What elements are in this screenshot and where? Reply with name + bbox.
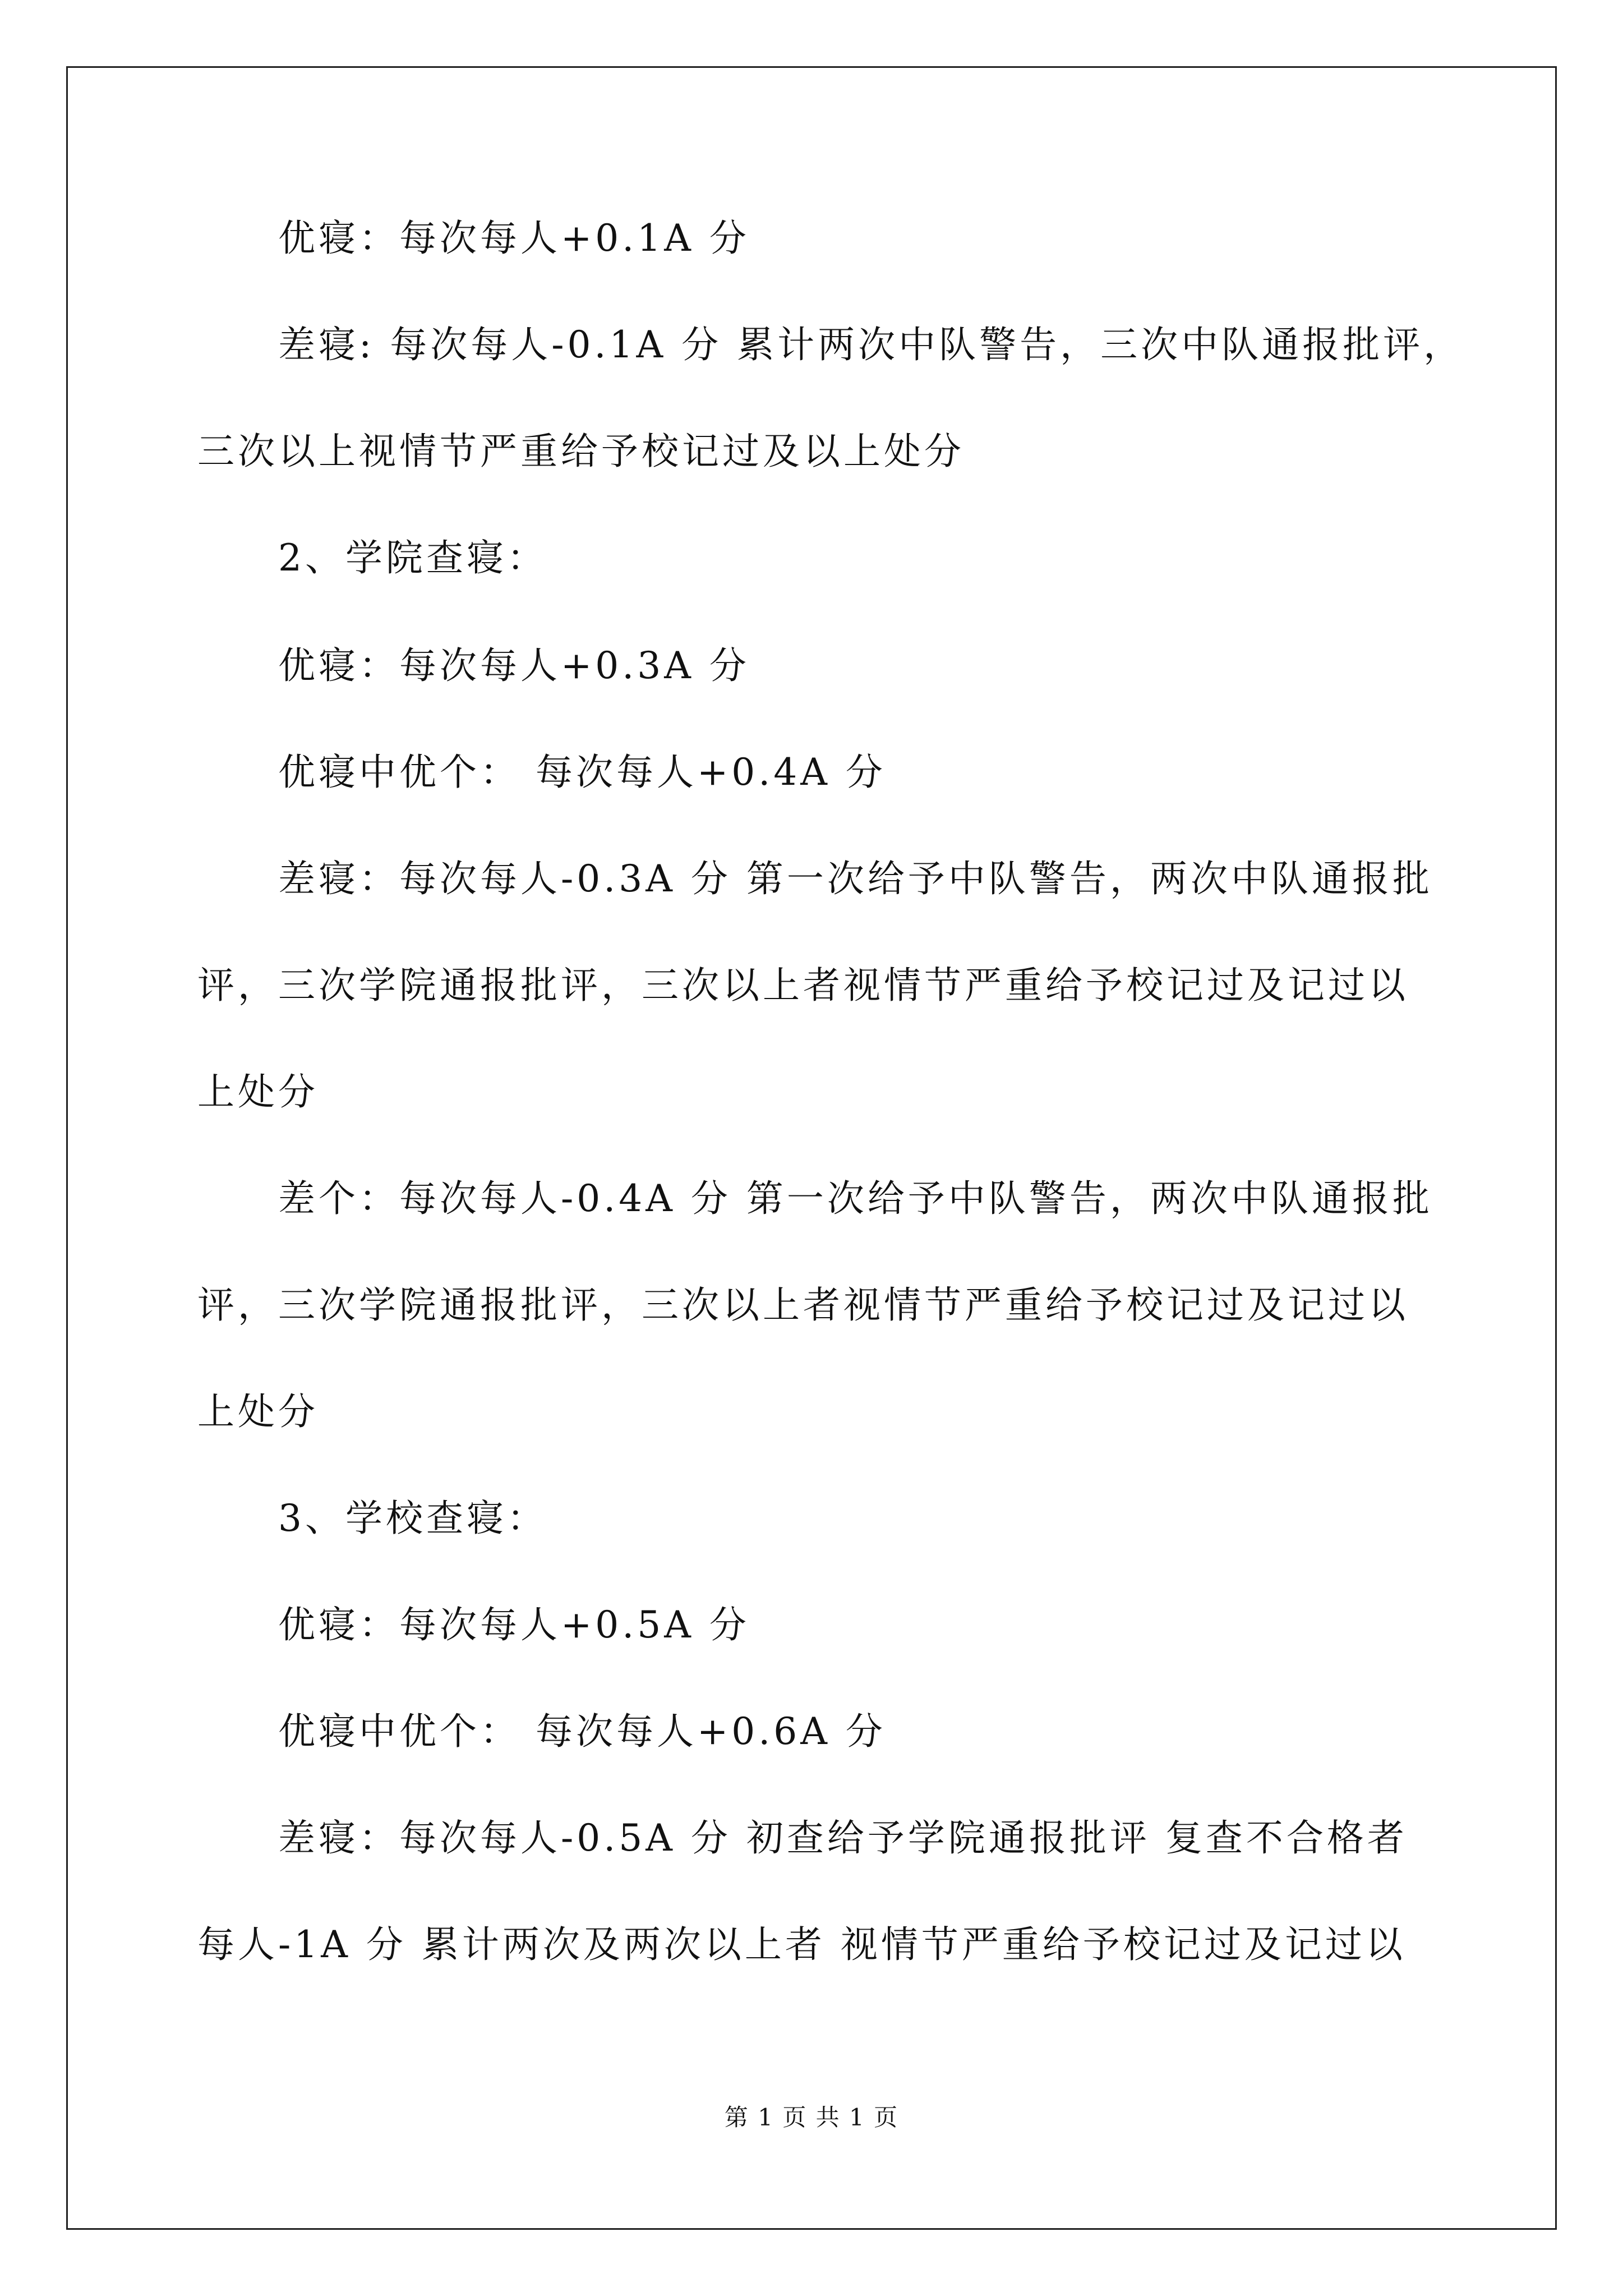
- section-heading: 2、学院查寝：: [278, 536, 547, 579]
- page-number-footer: 第 1 页 共 1 页: [724, 2104, 899, 2131]
- paragraph-line: 优寝中优个： 每次每人+0.4A 分: [278, 751, 886, 794]
- section-heading: 3、学校查寝：: [278, 1497, 547, 1540]
- paragraph-line: 优寝：每次每人+0.3A 分: [278, 644, 750, 687]
- paragraph-line: 优寝：每次每人+0.5A 分: [278, 1603, 750, 1646]
- page-border: [66, 66, 1557, 2230]
- paragraph-line: 每人-1A 分 累计两次及两次以上者 视情节严重给予校记过及记过以: [197, 1923, 1406, 1966]
- paragraph-line: 三次以上视情节严重给予校记过及以上处分: [197, 430, 965, 473]
- paragraph-line: 差寝：每次每人-0.5A 分 初查给予学院通报批评 复查不合格者: [278, 1816, 1408, 1860]
- paragraph-line: 优寝中优个： 每次每人+0.6A 分: [278, 1710, 886, 1753]
- paragraph-line: 评，三次学院通报批评，三次以上者视情节严重给予校记过及记过以: [197, 1283, 1409, 1327]
- paragraph-line: 评，三次学院通报批评，三次以上者视情节严重给予校记过及记过以: [197, 964, 1409, 1007]
- paragraph-line: 差寝：每次每人-0.3A 分 第一次给予中队警告，两次中队通报批: [278, 857, 1433, 900]
- paragraph-line: 差个：每次每人-0.4A 分 第一次给予中队警告，两次中队通报批: [278, 1177, 1433, 1220]
- paragraph-line: 优寝：每次每人+0.1A 分: [278, 217, 750, 260]
- paragraph-line: 上处分: [197, 1390, 319, 1433]
- paragraph-line: 差寝: 每次每人-0.1A 分 累计两次中队警告，三次中队通报批评，: [278, 323, 1464, 366]
- paragraph-line: 上处分: [197, 1070, 319, 1114]
